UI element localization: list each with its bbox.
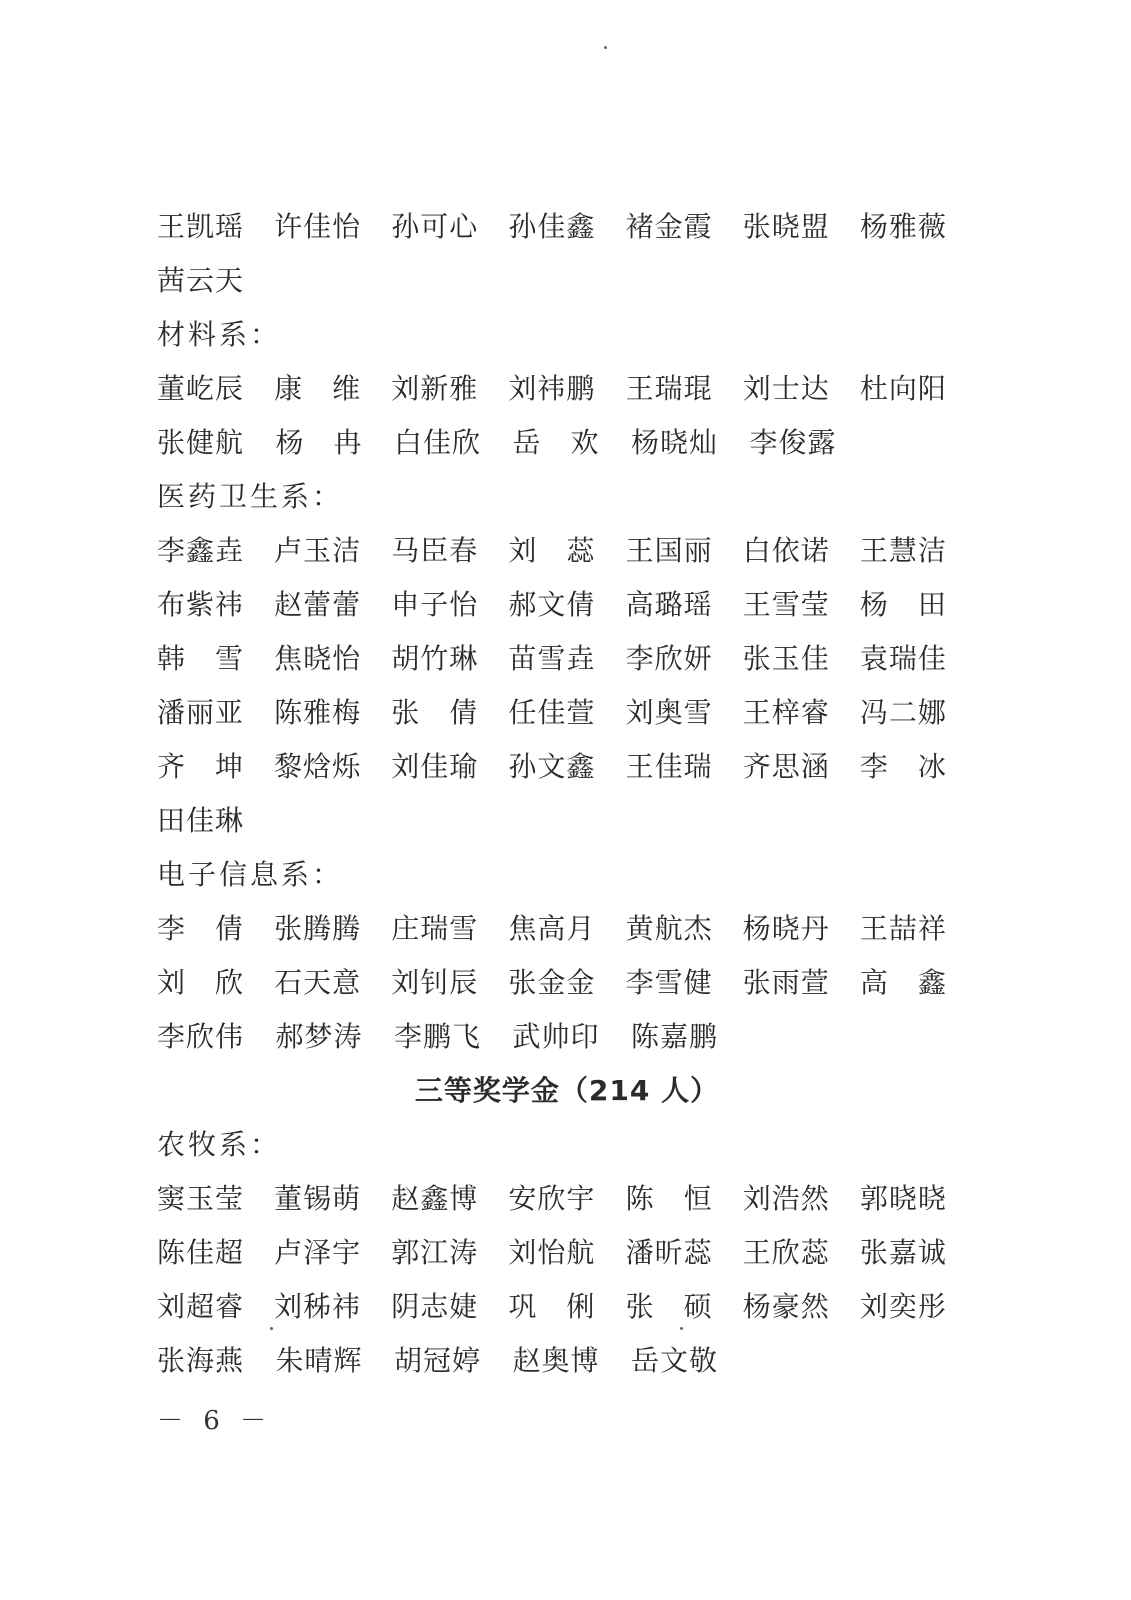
- student-name: 许佳怡: [274, 210, 362, 243]
- student-name: 窦玉莹: [157, 1182, 245, 1215]
- student-name: 陈 恒: [625, 1182, 713, 1215]
- student-name: 朱晴辉: [275, 1344, 363, 1377]
- student-name: 张 倩: [391, 696, 479, 729]
- student-name: 刘秭祎: [274, 1290, 362, 1323]
- student-name: 王梓睿: [742, 696, 830, 729]
- student-name: 王国丽: [625, 534, 713, 567]
- student-name: 康 维: [274, 372, 362, 405]
- student-name: 岳文敬: [631, 1344, 719, 1377]
- name-row: [157, 522, 977, 576]
- name-row: [157, 954, 977, 1008]
- award-heading: 三等奖学金（214 人）: [414, 1074, 720, 1107]
- student-name: 田佳琳: [157, 804, 245, 837]
- student-name: 胡冠婷: [394, 1344, 482, 1377]
- student-name: 王瑞琨: [625, 372, 713, 405]
- student-name: 王佳瑞: [625, 750, 713, 783]
- student-name: 岳 欢: [512, 426, 600, 459]
- student-name: 王凯瑶: [157, 210, 245, 243]
- name-row: [157, 1008, 977, 1062]
- student-name: 张海燕: [157, 1344, 245, 1377]
- name-row: [157, 360, 977, 414]
- department-heading: 医药卫生系：: [157, 480, 344, 513]
- student-name: 王雪莹: [742, 588, 830, 621]
- name-row: [157, 792, 977, 846]
- student-name: 李鹏飞: [394, 1020, 482, 1053]
- name-row: [157, 738, 977, 792]
- student-name: 杨晓灿: [631, 426, 719, 459]
- name-row: [157, 1332, 977, 1386]
- student-name: 齐 坤: [157, 750, 245, 783]
- student-name: 韩 雪: [157, 642, 245, 675]
- student-name: 白佳欣: [394, 426, 482, 459]
- student-name: 郭江涛: [391, 1236, 479, 1269]
- student-name: 刘奕彤: [859, 1290, 947, 1323]
- student-name: 董锡萌: [274, 1182, 362, 1215]
- student-name: 高璐瑶: [625, 588, 713, 621]
- student-name: 刘 欣: [157, 966, 245, 999]
- student-name: 齐思涵: [742, 750, 830, 783]
- name-row: [157, 630, 977, 684]
- student-name: 杜向阳: [859, 372, 947, 405]
- student-name: 张腾腾: [274, 912, 362, 945]
- student-name: 李 冰: [859, 750, 947, 783]
- student-name: 杨晓丹: [742, 912, 830, 945]
- student-name: 赵蕾蕾: [274, 588, 362, 621]
- student-name: 刘 蕊: [508, 534, 596, 567]
- student-name: 赵奥博: [512, 1344, 600, 1377]
- student-name: 郝文倩: [508, 588, 596, 621]
- student-name: 李雪健: [625, 966, 713, 999]
- student-name: 巩 俐: [508, 1290, 596, 1323]
- student-name: 潘昕蕊: [625, 1236, 713, 1269]
- student-name: 武帅印: [512, 1020, 600, 1053]
- name-row: [157, 198, 977, 252]
- student-name: 张金金: [508, 966, 596, 999]
- student-name: 王欣蕊: [742, 1236, 830, 1269]
- department-heading: 材料系：: [157, 318, 282, 351]
- student-name: 任佳萱: [508, 696, 596, 729]
- student-name: 潘丽亚: [157, 696, 245, 729]
- student-name: 赵鑫博: [391, 1182, 479, 1215]
- student-name: 孙文鑫: [508, 750, 596, 783]
- student-name: 袁瑞佳: [859, 642, 947, 675]
- student-name: 刘佳瑜: [391, 750, 479, 783]
- name-row: [157, 576, 977, 630]
- student-name: 董屹辰: [157, 372, 245, 405]
- student-name: 杨豪然: [742, 1290, 830, 1323]
- student-name: 李俊露: [749, 426, 837, 459]
- student-name: 张嘉诚: [859, 1236, 947, 1269]
- student-name: 刘奥雪: [625, 696, 713, 729]
- student-name: 杨 田: [859, 588, 947, 621]
- student-name: 张 硕: [625, 1290, 713, 1323]
- name-row: [157, 1170, 977, 1224]
- student-name: 陈佳超: [157, 1236, 245, 1269]
- student-name: 茜云天: [157, 264, 245, 297]
- department-heading: 电子信息系：: [157, 858, 344, 891]
- student-name: 刘新雅: [391, 372, 479, 405]
- student-name: 刘浩然: [742, 1182, 830, 1215]
- student-name: 李欣伟: [157, 1020, 245, 1053]
- student-name: 张晓盟: [742, 210, 830, 243]
- student-name: 刘士达: [742, 372, 830, 405]
- student-name: 陈嘉鹏: [631, 1020, 719, 1053]
- student-name: 张健航: [157, 426, 245, 459]
- student-name: 马臣春: [391, 534, 479, 567]
- name-row: [157, 900, 977, 954]
- student-name: 刘超睿: [157, 1290, 245, 1323]
- student-name: 王慧洁: [859, 534, 947, 567]
- student-name: 黎焓烁: [274, 750, 362, 783]
- student-name: 卢玉洁: [274, 534, 362, 567]
- student-name: 刘祎鹏: [508, 372, 596, 405]
- student-name: 卢泽宇: [274, 1236, 362, 1269]
- page-number: － 6 －: [157, 1406, 273, 1436]
- student-name: 布紫祎: [157, 588, 245, 621]
- name-row: [157, 414, 977, 468]
- student-name: 石天意: [274, 966, 362, 999]
- student-name: 焦高月: [508, 912, 596, 945]
- student-name: 杨 冉: [275, 426, 363, 459]
- student-name: 冯二娜: [859, 696, 947, 729]
- student-name: 李 倩: [157, 912, 245, 945]
- name-list: [157, 198, 977, 1386]
- student-name: 杨雅薇: [859, 210, 947, 243]
- name-row: [157, 1278, 977, 1332]
- student-name: 白依诺: [742, 534, 830, 567]
- student-name: 申子怡: [391, 588, 479, 621]
- student-name: 郭晓晓: [859, 1182, 947, 1215]
- scan-speck: [604, 46, 607, 49]
- student-name: 孙佳鑫: [508, 210, 596, 243]
- student-name: 郝梦涛: [275, 1020, 363, 1053]
- student-name: 焦晓怡: [274, 642, 362, 675]
- student-name: 李鑫垚: [157, 534, 245, 567]
- student-name: 陈雅梅: [274, 696, 362, 729]
- student-name: 高 鑫: [859, 966, 947, 999]
- student-name: 褚金霞: [625, 210, 713, 243]
- student-name: 安欣宇: [508, 1182, 596, 1215]
- student-name: 阴志婕: [391, 1290, 479, 1323]
- student-name: 孙可心: [391, 210, 479, 243]
- department-heading: 农牧系：: [157, 1128, 282, 1161]
- name-row: [157, 684, 977, 738]
- name-row: [157, 1224, 977, 1278]
- student-name: 庄瑞雪: [391, 912, 479, 945]
- student-name: 刘钊辰: [391, 966, 479, 999]
- student-name: 苗雪垚: [508, 642, 596, 675]
- student-name: 张玉佳: [742, 642, 830, 675]
- student-name: 张雨萱: [742, 966, 830, 999]
- student-name: 刘怡航: [508, 1236, 596, 1269]
- student-name: 李欣妍: [625, 642, 713, 675]
- student-name: 王喆祥: [859, 912, 947, 945]
- student-name: 胡竹琳: [391, 642, 479, 675]
- student-name: 黄航杰: [625, 912, 713, 945]
- name-row: [157, 252, 977, 306]
